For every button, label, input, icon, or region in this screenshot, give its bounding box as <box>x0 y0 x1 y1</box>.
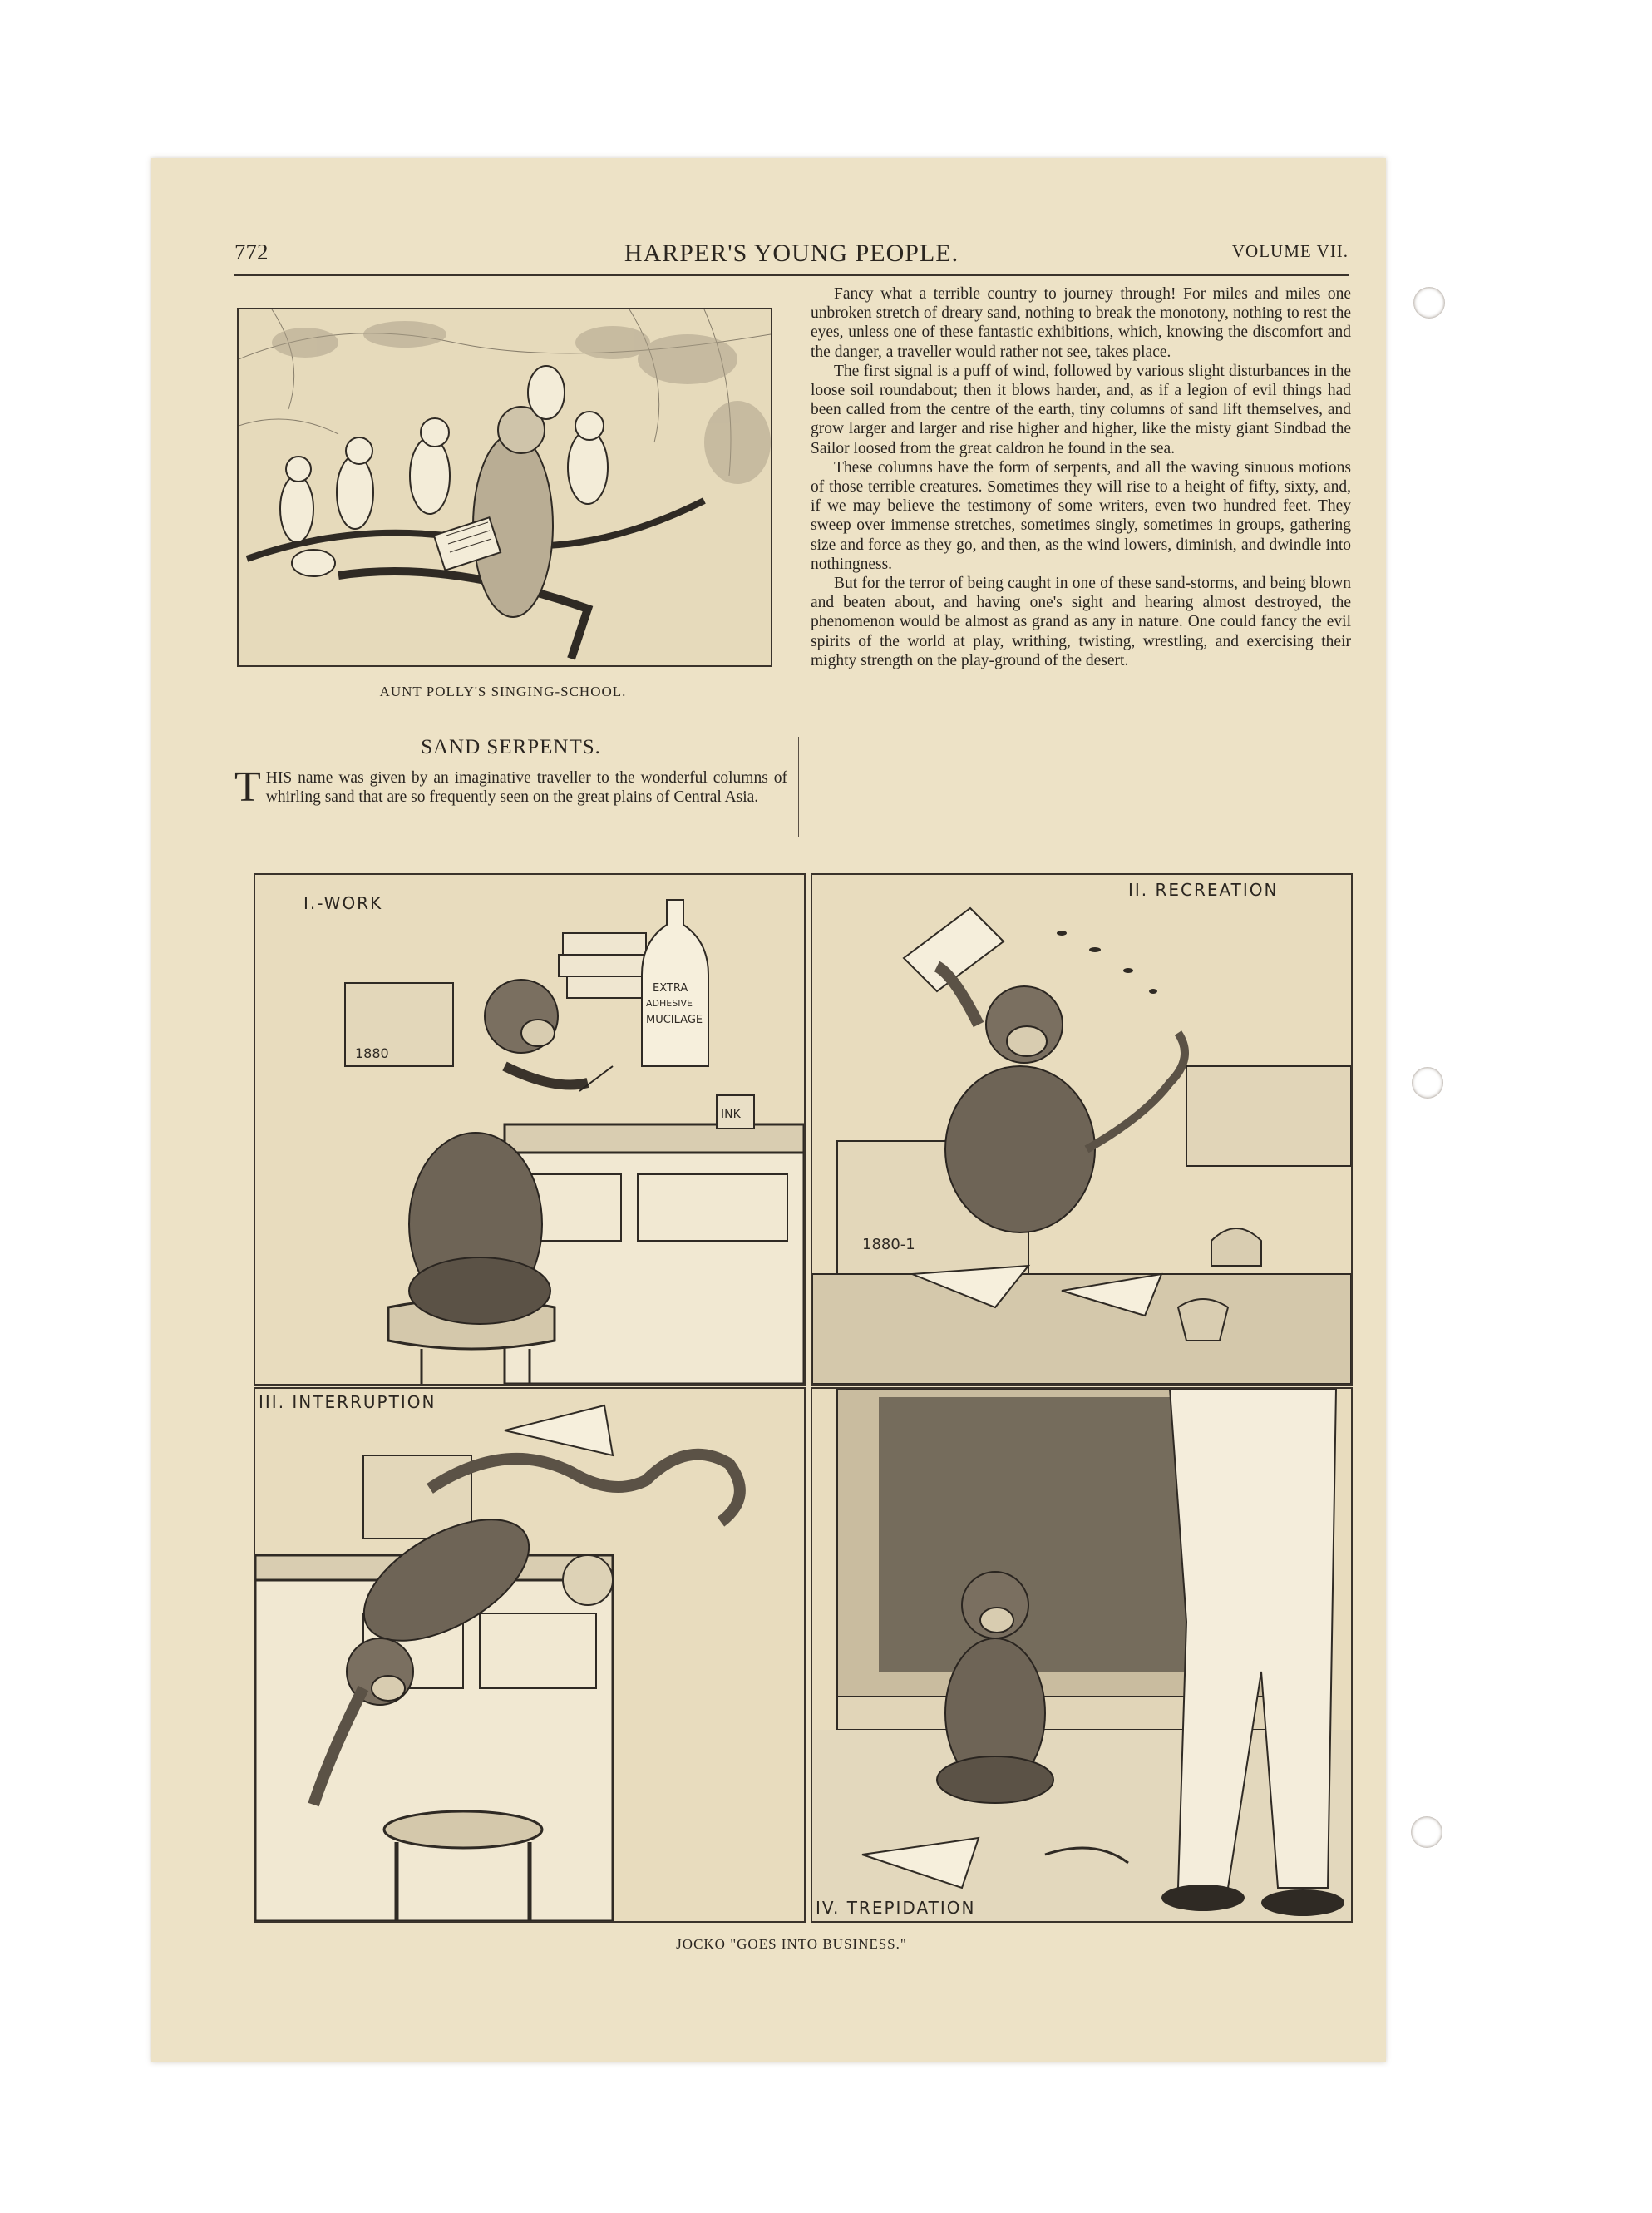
punch-hole-middle <box>1412 1067 1443 1099</box>
volume-label: VOLUME VII. <box>1231 241 1349 261</box>
interruption-drawing <box>255 1389 804 1921</box>
article-body <box>811 284 1351 670</box>
comic-panel-work <box>254 873 806 1386</box>
paragraph: Fancy what a terrible country to journey through! For miles and miles one unbroken stretch of dreary sand, nothing to break the monotony, nothing to rest the eyes, unless one of these fantastic exhibitions, which, knowing the discomfort and the danger, a traveller would rather not see, takes place. <box>811 285 1351 361</box>
intro-text: HIS name was given by an imaginative traveller to the wonderful columns of whirling sand that are so frequently seen on the great plains of Central Asia. <box>265 769 787 806</box>
drop-cap: T <box>234 763 261 811</box>
page-header <box>234 240 1349 273</box>
box-label: 1880 <box>355 1045 389 1061</box>
recreation-drawing <box>812 875 1351 1384</box>
paragraph: These columns have the form of serpents, and all the waving sinuous motions of those terrible creatures. Sometimes they will rise to a height of fifty, sixty, and, if we may believe the testimony of some writers, even two hundred feet. They sweep over immense stretches, sometimes singly, sometimes in groups, gathering size and force as they go, and then, as the wind lowers, diminish, and dwindle into nothingness. <box>811 458 1351 573</box>
page-number: 772 <box>234 240 269 264</box>
trepidation-drawing <box>812 1389 1351 1921</box>
article-intro <box>234 763 787 811</box>
header-rule <box>234 274 1349 276</box>
parrot-caption: AUNT POLLY'S SINGING-SCHOOL. <box>379 684 627 699</box>
article-title: SAND SERPENTS. <box>421 736 601 758</box>
bottle-label-3: MUCILAGE <box>646 1014 703 1026</box>
paragraph: But for the terror of being caught in one of these sand-storms, and being blown and beaten about, and having one's sight and hearing almost destroyed, the phenomenon would be almost as grand as any in nature. One could fancy the evil spirits of the world at play, writhing, twisting, wrestling, and exercising their mighty strength on the play-ground of the desert. <box>811 575 1351 669</box>
comic-panel-recreation <box>811 873 1353 1386</box>
panel-label-trepidation: IV. TREPIDATION <box>816 1898 976 1918</box>
parrot-drawing <box>239 309 771 665</box>
comic-panel-interruption <box>254 1387 806 1923</box>
panel-label-recreation: II. RECREATION <box>1128 880 1279 900</box>
comic-caption: JOCKO "GOES INTO BUSINESS." <box>676 1936 907 1952</box>
parrot-illustration <box>237 308 772 667</box>
panel-label-interruption: III. INTERRUPTION <box>259 1392 436 1412</box>
box-label: 1880-1 <box>862 1236 915 1253</box>
paragraph: The first signal is a puff of wind, followed by various slight disturbances in the loose soil roundabout; then it blows harder, and, as if a legion of evil things had been called from the centre of the earth, tiny columns of sand lift themselves, and grow larger and larger and rise higher and higher, like the misty giant Sindbad the Sailor loosed from the great caldron he found in the sea. <box>811 362 1351 457</box>
work-drawing <box>255 875 804 1384</box>
panel-label-work: I.-WORK <box>303 893 383 913</box>
bottle-label-2: ADHESIVE <box>646 998 693 1009</box>
comic-panel-trepidation <box>811 1387 1353 1923</box>
punch-hole-bottom <box>1411 1816 1442 1848</box>
bottle-label-1: EXTRA <box>653 982 688 995</box>
punch-hole-top <box>1413 287 1445 319</box>
ink-label: INK <box>721 1108 741 1121</box>
column-divider <box>798 737 799 837</box>
masthead: HARPER'S YOUNG PEOPLE. <box>624 240 959 267</box>
